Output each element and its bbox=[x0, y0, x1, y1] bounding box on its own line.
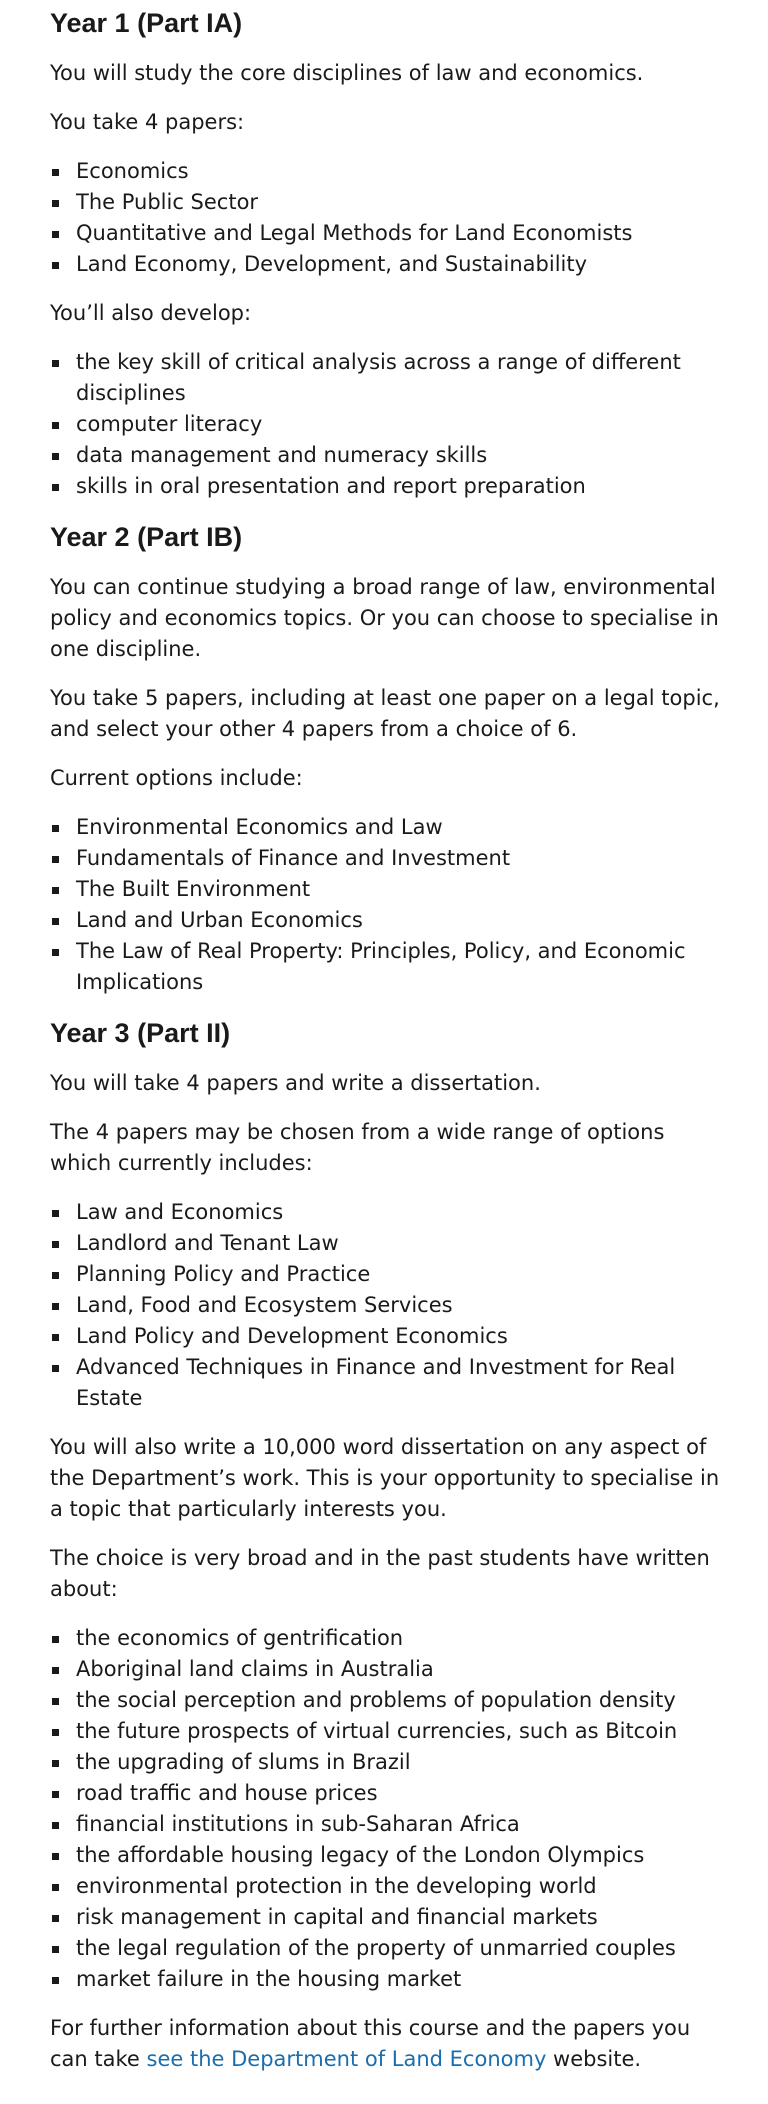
list-item: The Law of Real Property: Principles, Policy, and Economic Implications bbox=[50, 936, 728, 998]
further-info bbox=[50, 2013, 728, 2075]
list-item: Land Economy, Development, and Sustainability bbox=[50, 249, 728, 280]
list-item: financial institutions in sub-Saharan Africa bbox=[50, 1809, 728, 1840]
list-item: environmental protection in the developing world bbox=[50, 1871, 728, 1902]
list-item: Landlord and Tenant Law bbox=[50, 1228, 728, 1259]
list-item: The Public Sector bbox=[50, 187, 728, 218]
list-item: the legal regulation of the property of unmarried couples bbox=[50, 1933, 728, 1964]
year1-heading: Year 1 (Part IA) bbox=[50, 8, 243, 38]
list-item: the economics of gentrification bbox=[50, 1623, 728, 1654]
year2-heading: Year 2 (Part IB) bbox=[50, 522, 243, 552]
year1-skills-lead: You’ll also develop: bbox=[50, 301, 252, 325]
list-item: the upgrading of slums in Brazil bbox=[50, 1747, 728, 1778]
further-info-suffix: website. bbox=[546, 2047, 642, 2071]
year1-skills-list bbox=[50, 347, 728, 502]
department-link[interactable]: see the Department of Land Economy bbox=[146, 2047, 547, 2071]
list-item: market failure in the housing market bbox=[50, 1964, 728, 1995]
list-item: the affordable housing legacy of the London Olympics bbox=[50, 1840, 728, 1871]
list-item: The Built Environment bbox=[50, 874, 728, 905]
year3-papers-list bbox=[50, 1197, 728, 1414]
list-item: Land, Food and Ecosystem Services bbox=[50, 1290, 728, 1321]
list-item: Land and Urban Economics bbox=[50, 905, 728, 936]
year3-intro: You will take 4 papers and write a dissertation. bbox=[50, 1071, 541, 1095]
list-item: Planning Policy and Practice bbox=[50, 1259, 728, 1290]
list-item: data management and numeracy skills bbox=[50, 440, 728, 471]
list-item: the key skill of critical analysis across a range of different disciplines bbox=[50, 347, 728, 409]
list-item: Quantitative and Legal Methods for Land Economists bbox=[50, 218, 728, 249]
year2-papers-text: You take 5 papers, including at least one paper on a legal topic, and select your other 4 papers from a choice of 6. bbox=[50, 686, 720, 741]
year1-intro: You will study the core disciplines of law and economics. bbox=[50, 61, 644, 85]
list-item: skills in oral presentation and report preparation bbox=[50, 471, 728, 502]
list-item: Economics bbox=[50, 156, 728, 187]
list-item: Land Policy and Development Economics bbox=[50, 1321, 728, 1352]
list-item: computer literacy bbox=[50, 409, 728, 440]
year3-dissertation: You will also write a 10,000 word dissertation on any aspect of the Department’s work. This is your opportunity to specialise in a topic that particularly interests you. bbox=[50, 1435, 720, 1521]
year3-heading: Year 3 (Part II) bbox=[50, 1018, 231, 1048]
list-item: Advanced Techniques in Finance and Investment for Real Estate bbox=[50, 1352, 728, 1414]
list-item: Law and Economics bbox=[50, 1197, 728, 1228]
year2-options-list bbox=[50, 812, 728, 998]
list-item: road traffic and house prices bbox=[50, 1778, 728, 1809]
list-item: risk management in capital and financial markets bbox=[50, 1902, 728, 1933]
list-item: the social perception and problems of population density bbox=[50, 1685, 728, 1716]
year3-topics-list bbox=[50, 1623, 728, 1995]
year1-papers-list bbox=[50, 156, 728, 280]
year1-papers-lead: You take 4 papers: bbox=[50, 110, 245, 134]
list-item: the future prospects of virtual currencies, such as Bitcoin bbox=[50, 1716, 728, 1747]
year2-intro: You can continue studying a broad range of law, environmental policy and economics topics. Or you can choose to specialise in one discipline. bbox=[50, 575, 719, 661]
further-info-text: For further information about this course and the papers you can take bbox=[50, 2016, 691, 2071]
year3-topics-lead: The choice is very broad and in the past students have written about: bbox=[50, 1546, 710, 1601]
year3-papers-lead: The 4 papers may be chosen from a wide range of options which currently includes: bbox=[50, 1120, 665, 1175]
year2-options-lead: Current options include: bbox=[50, 766, 303, 790]
list-item: Aboriginal land claims in Australia bbox=[50, 1654, 728, 1685]
list-item: Environmental Economics and Law bbox=[50, 812, 728, 843]
list-item: Fundamentals of Finance and Investment bbox=[50, 843, 728, 874]
